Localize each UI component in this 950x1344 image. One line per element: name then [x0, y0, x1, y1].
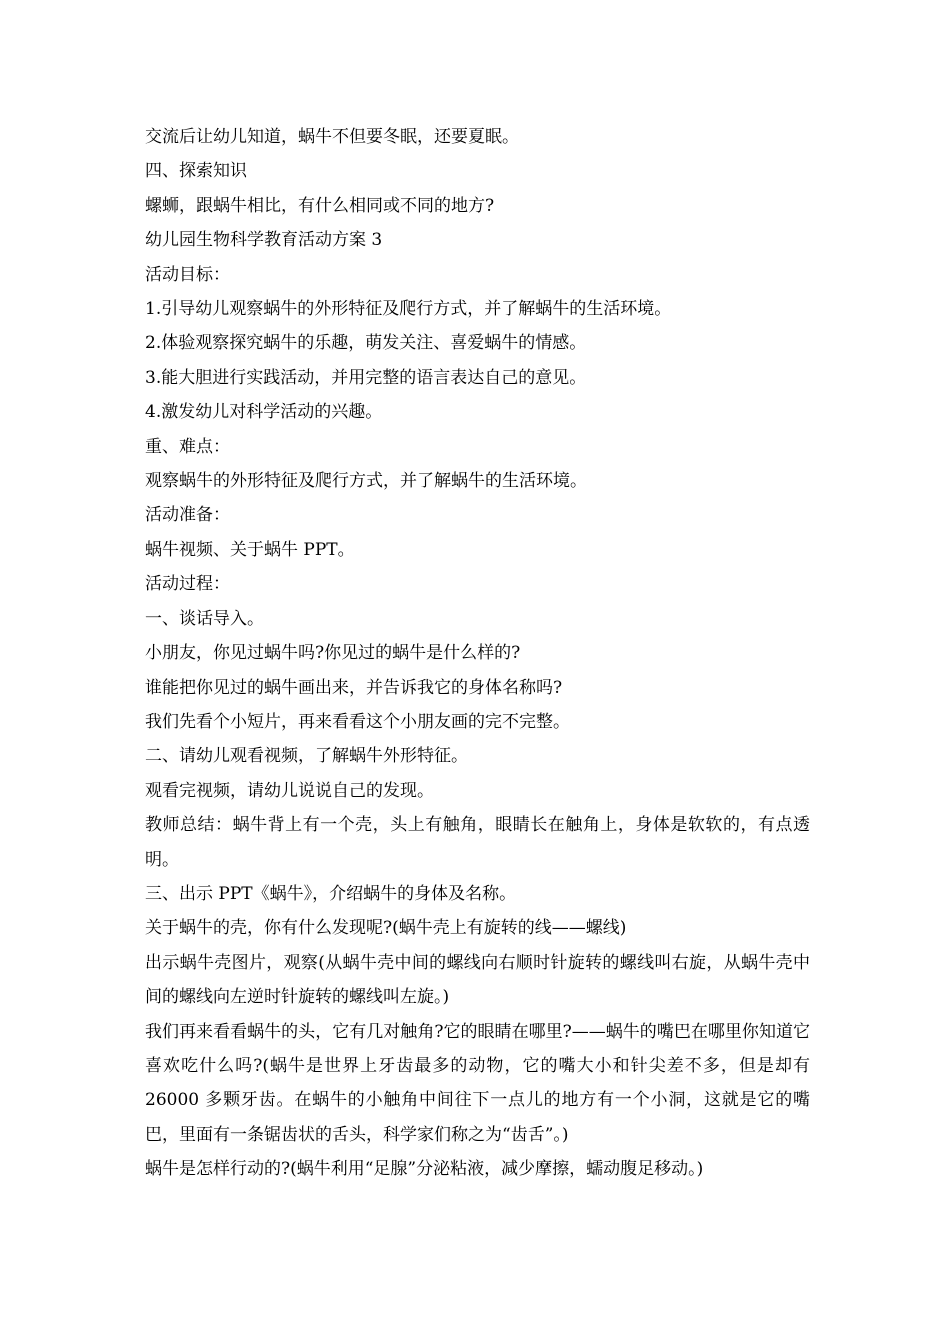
section-heading: 重、难点：: [145, 436, 230, 457]
plan-title: 幼儿园生物科学教育活动方案 3: [145, 230, 383, 251]
head-paragraph: 我们再来看看蜗牛的头，它有几对触角?它的眼睛在哪里?——蜗牛的嘴巴在哪里你知道它喜欢吃什么吗?(蜗牛是世界上牙齿最多的动物，它的嘴大小和针尖差不多，但是却有 26000 多颗牙齿。在蜗牛的小触角中间往下一点儿的地方有一个小洞，这就是它的嘴巴，里面有一条锯齿状的舌头，科学家们称之为“齿舌”。): [145, 1021, 810, 1145]
text-line: 小朋友，你见过蜗牛吗?你见过的蜗牛是什么样的?: [145, 643, 521, 664]
section-heading: 活动目标：: [145, 264, 230, 285]
text-line: 蜗牛是怎样行动的?(蜗牛利用“足腺”分泌粘液，减少摩擦，蠕动腹足移动。): [145, 1159, 704, 1180]
text-line: 蜗牛视频、关于蜗牛 PPT。: [145, 539, 355, 560]
text-line: 观看完视频，请幼儿说说自己的发现。: [145, 780, 434, 801]
text-line: 我们先看个小短片，再来看看这个小朋友画的完不完整。: [145, 711, 570, 732]
step-heading: 二、请幼儿观看视频，了解蜗牛外形特征。: [145, 746, 468, 767]
text-line: 螺蛳，跟蜗牛相比，有什么相同或不同的地方?: [145, 195, 495, 216]
document-page: [145, 120, 810, 1187]
text-line: 谁能把你见过的蜗牛画出来，并告诉我它的身体名称吗?: [145, 677, 563, 698]
text-line: 观察蜗牛的外形特征及爬行方式，并了解蜗牛的生活环境。: [145, 471, 587, 492]
spiral-paragraph: 出示蜗牛壳图片，观察(从蜗牛壳中间的螺线向右顺时针旋转的螺线叫右旋，从蜗牛壳中间的螺线向左逆时针旋转的螺线叫左旋。): [145, 952, 810, 1008]
step-heading: 三、出示 PPT《蜗牛》，介绍蜗牛的身体及名称。: [145, 883, 517, 904]
goal-item: 4.激发幼儿对科学活动的兴趣。: [145, 402, 383, 423]
teacher-summary-paragraph: 教师总结：蜗牛背上有一个壳，头上有触角，眼睛长在触角上，身体是软软的，有点透明。: [145, 815, 810, 870]
goal-item: 2.体验观察探究蜗牛的乐趣，萌发关注、喜爱蜗牛的情感。: [145, 333, 587, 354]
goal-item: 1.引导幼儿观察蜗牛的外形特征及爬行方式，并了解蜗牛的生活环境。: [145, 299, 672, 320]
step-heading: 一、谈话导入。: [145, 608, 264, 629]
section-heading: 四、探索知识: [145, 161, 247, 182]
text-line: 关于蜗牛的壳，你有什么发现呢?(蜗牛壳上有旋转的线——螺线): [145, 918, 627, 939]
goal-item: 3.能大胆进行实践活动，并用完整的语言表达自己的意见。: [145, 367, 587, 388]
text-line: 交流后让幼儿知道，蜗牛不但要冬眠，还要夏眠。: [145, 127, 519, 147]
section-heading: 活动准备：: [145, 505, 230, 526]
section-heading: 活动过程：: [145, 574, 230, 595]
